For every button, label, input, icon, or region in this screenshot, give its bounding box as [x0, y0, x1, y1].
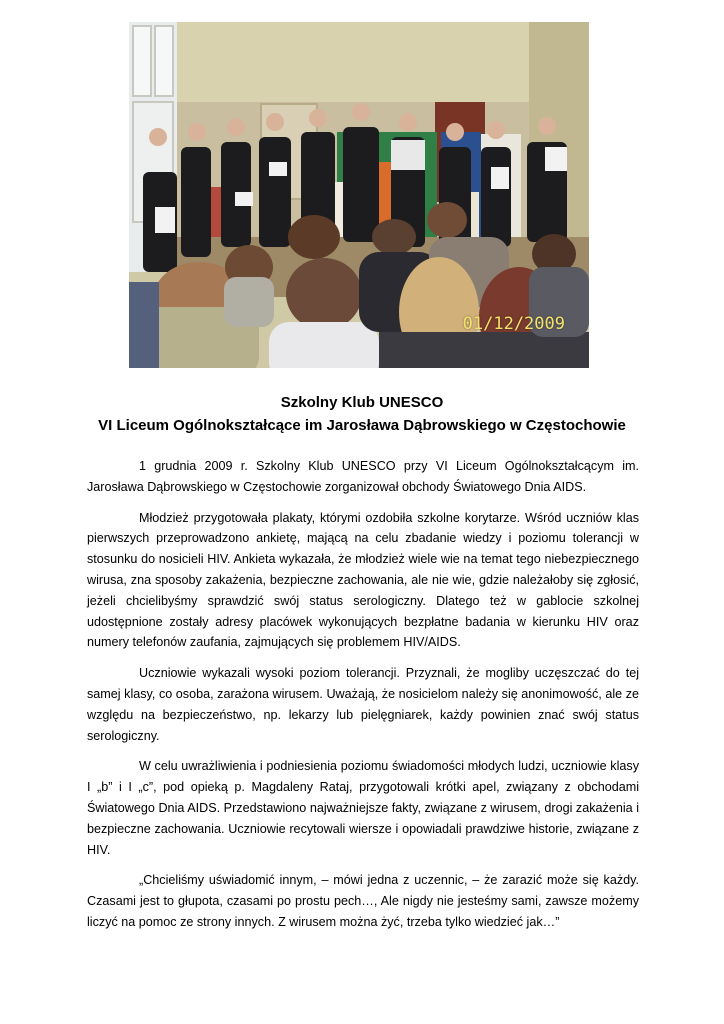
document-title: Szkolny Klub UNESCO [280, 394, 444, 411]
paragraph-quote: „Chcieliśmy uświadomić innym, – mówi jedna z uczennic, – że zarazić może się każdy. Czasami jest to głupota, czasami po prostu pech…, Ale nigdy nie jesteśmy sami, zawsze możemy liczyć na pomoc ze strony innych. Z wirusem można żyć, trzeba tylko wiedzieć jak…” [87, 873, 639, 929]
photo-date-stamp: 01/12/2009 [462, 314, 565, 334]
paragraph: Młodzież przygotowała plakaty, którymi ozdobiła szkolne korytarze. Wśród uczniów klas pierwszych przeprowadzono ankietę, mającą na celu zbadanie wiedzy i poziomu tolerancji w stosunku do nosicieli HIV. Ankieta wykazała, że młodzież wiele wie na temat tego niebezpiecznego wirusa, zna sposoby zakażenia, bezpieczne zachowania, ale nie wie, gdzie należałoby się zgłosić, jeżeli chcielibyśmy sprawdzić swój status serologiczny. Dlatego też w gablocie szkolnej udostępnione zostały adresy placówek wykonujących bezpłatne badania w kierunku HIV oraz numery telefonów zaufania, zajmujących się problemem HIV/AIDS. [87, 510, 639, 650]
paragraph: Uczniowie wykazali wysoki poziom tolerancji. Przyznali, że mogliby uczęszczać do tej samej klasy, co osoba, zarażona wirusem. Uważają, że nosicielom należy się anonimowość, ale ze względu na bezpieczeństwo, np. lekarzy lub pielęgniarek, każdy powinien znać swój status serologiczny. [87, 666, 639, 743]
document-subtitle: VI Liceum Ogólnokształcące im Jarosława Dąbrowskiego w Częstochowie [98, 417, 626, 434]
article-body [87, 456, 639, 933]
paragraph: 1 grudnia 2009 r. Szkolny Klub UNESCO przy VI Liceum Ogólnokształcącym im. Jarosława Dąbrowskiego w Częstochowie zorganizował obchody Światowego Dnia AIDS. [87, 459, 639, 494]
event-photo [129, 22, 589, 368]
paragraph: W celu uwrażliwienia i podniesienia poziomu świadomości młodych ludzi, uczniowie klasy I „b” i I „c”, pod opieką p. Magdaleny Rataj, przygotowali krótki apel, związany z obchodami Światowego Dnia AIDS. Przedstawiono najważniejsze fakty, związane z wirusem, drogi zakażenia i bezpieczne zachowania. Uczniowie recytowali wiersze i opowiadali prawdziwe historie, związane z HIV. [87, 759, 639, 857]
